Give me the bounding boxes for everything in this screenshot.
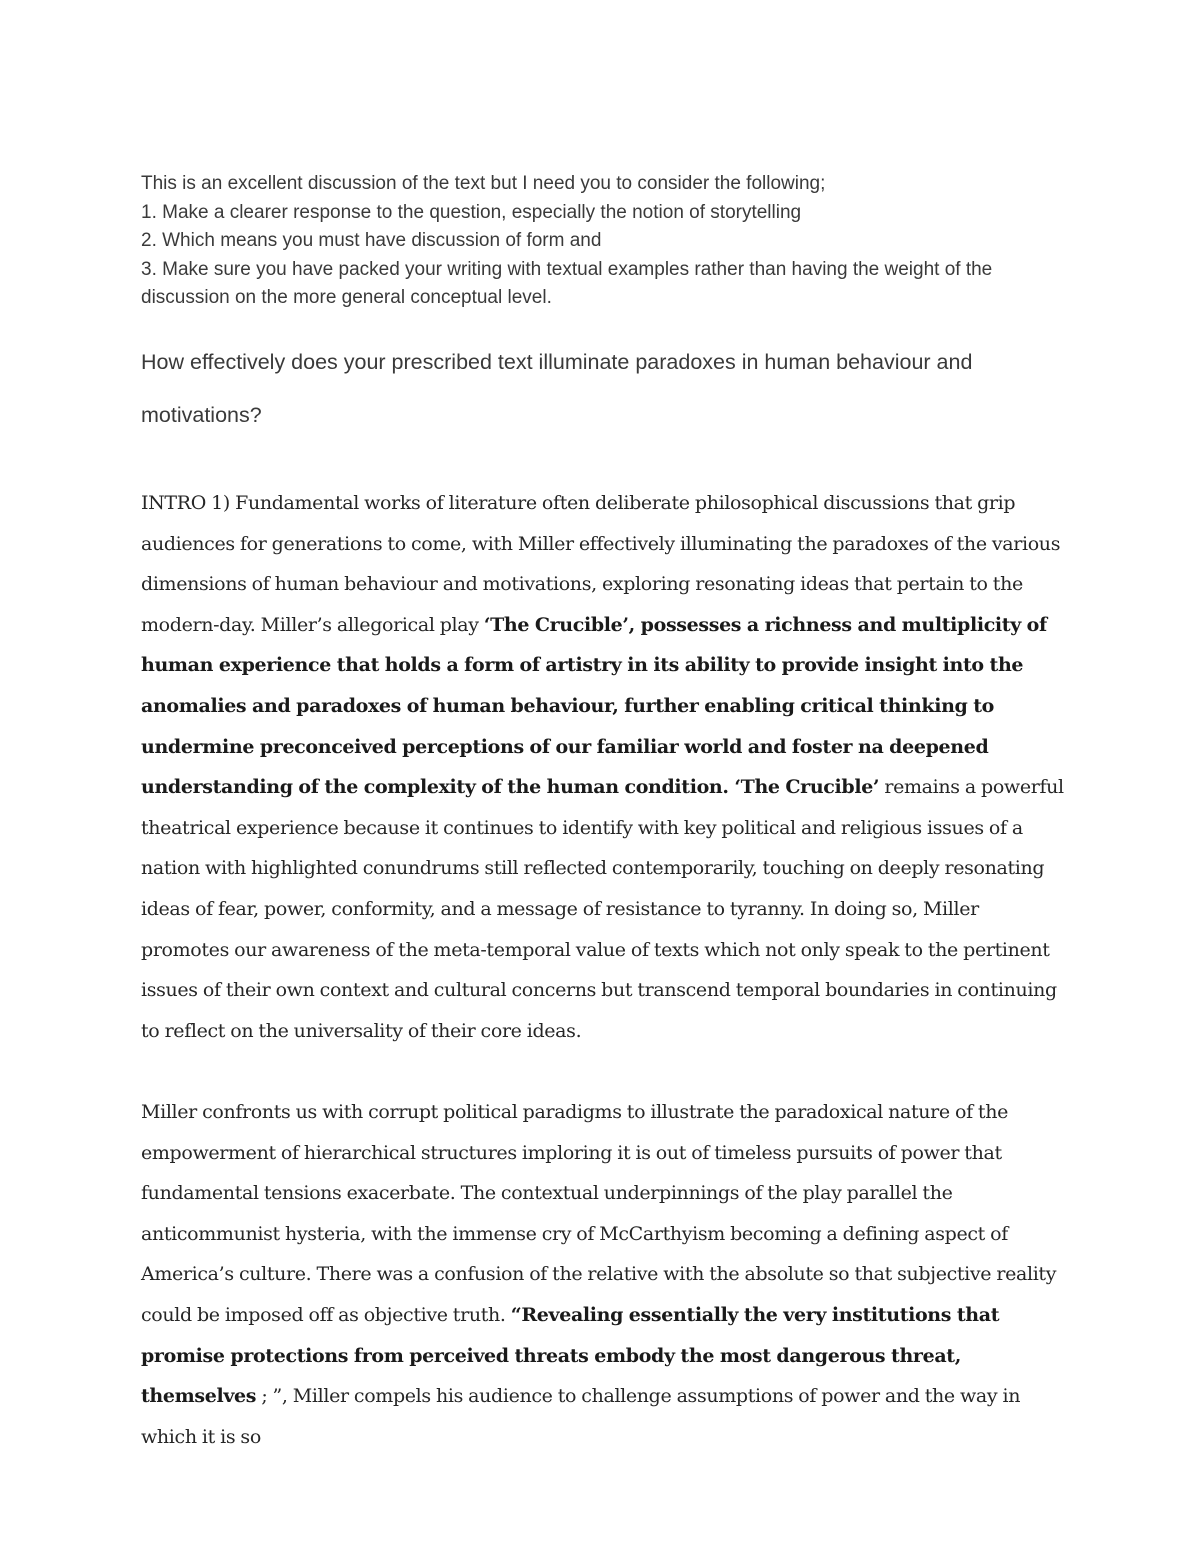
body-bold-quote: “Revealing essentially the very institutions that promise protections from perceived threats embody the most dangerous threat, themselves bbox=[141, 1303, 1000, 1408]
body-paragraph bbox=[141, 1092, 1071, 1457]
intro-paragraph bbox=[141, 483, 1071, 1051]
teacher-feedback bbox=[141, 170, 1071, 313]
body-text-1: Miller confronts us with corrupt political paradigms to illustrate the paradoxical nature of the empowerment of hierarchical structures imploring it is out of timeless pursuits of power that fundamental tensions exacerbate. The contextual underpinnings of the play parallel the anticommunist hysteria, with the immense cry of McCarthyism becoming a defining aspect of America’s culture. There was a confusion of the relative with the absolute so that subjective reality could be imposed off as objective truth. bbox=[141, 1101, 1057, 1326]
feedback-point-3: 3. Make sure you have packed your writing with textual examples rather than having the weight of the discussion on the more general conceptual level. bbox=[141, 258, 993, 308]
feedback-point-2: 2. Which means you must have discussion of form and bbox=[141, 230, 602, 251]
body-text-2: ; ”, Miller compels his audience to challenge assumptions of power and the way in which it is so bbox=[141, 1385, 1021, 1448]
intro-bold-thesis: ‘The Crucible’, possesses a richness and multiplicity of human experience that holds a form of artistry in its ability to provide insight into the anomalies and paradoxes of human behaviour, further enabling critical thinking to undermine preconceived perceptions of our familiar world and foster na deepened understanding of the complexity of the human condition. ‘The Crucible’ bbox=[141, 613, 1047, 799]
intro-text-2: remains a powerful theatrical experience because it continues to identify with key political and religious issues of a nation with highlighted conundrums still reflected contemporarily, touching on deeply resonating ideas of fear, power, conformity, and a message of resistance to tyranny. In doing so, Miller promotes our awareness of the meta-temporal value of texts which not only speak to the pertinent issues of their own context and cultural concerns but transcend temporal boundaries in continuing to reflect on the universality of their core ideas. bbox=[141, 776, 1064, 1042]
essay-question: How effectively does your prescribed text illuminate paradoxes in human behaviour and motivations? bbox=[141, 350, 973, 427]
feedback-intro: This is an excellent discussion of the text but I need you to consider the following; bbox=[141, 173, 826, 194]
feedback-point-1: 1. Make a clearer response to the question, especially the notion of storytelling bbox=[141, 201, 802, 223]
intro-text-1: INTRO 1) Fundamental works of literature often deliberate philosophical discussions that grip audiences for generations to come, with Miller effectively illuminating the paradoxes of the various dimensions of human behaviour and motivations, exploring resonating ideas that pertain to the modern-day. Miller’s allegorical play bbox=[141, 492, 1061, 636]
